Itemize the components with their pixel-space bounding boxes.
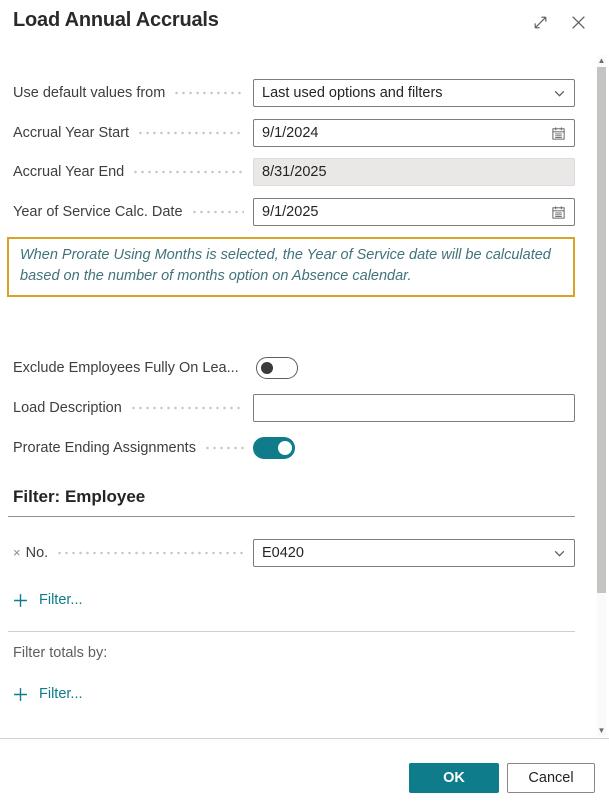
service-calc-date-label: Year of Service Calc. Date [13,204,183,220]
remove-filter-icon[interactable]: × [13,545,21,560]
exclude-employees-toggle[interactable] [256,357,298,379]
accrual-year-start-row [13,119,575,147]
plus-icon [13,687,28,702]
use-default-values-label: Use default values from [13,85,166,101]
add-totals-filter-link[interactable] [13,685,83,703]
dot-leader [137,119,244,147]
employee-no-label [13,545,48,561]
chevron-down-icon[interactable] [553,547,566,560]
accrual-year-start-input[interactable] [253,119,575,147]
vertical-scrollbar[interactable] [597,55,606,737]
page-title: Load Annual Accruals [13,9,219,31]
chevron-down-icon[interactable] [553,87,566,100]
add-employee-filter-link[interactable] [13,591,83,609]
service-calc-date-input[interactable] [253,198,575,226]
dot-leader [132,158,244,186]
employee-no-label-text: No. [25,545,49,561]
cancel-button[interactable]: Cancel [507,763,595,793]
load-description-label: Load Description [13,400,122,416]
dot-leader [204,436,244,460]
use-default-values-value: Last used options and filters [262,85,443,101]
ok-button[interactable]: OK [409,763,499,793]
plus-icon [13,593,28,608]
scroll-up-icon[interactable]: ▲ [597,56,606,65]
exclude-employees-row [13,356,575,380]
filter-totals-label: Filter totals by: [13,645,108,661]
dialog-header [0,0,609,47]
use-default-values-row [13,79,575,107]
add-totals-filter-label: Filter... [39,686,83,702]
scrollbar-thumb[interactable] [597,67,606,593]
dot-leader [130,394,244,422]
calendar-icon[interactable] [551,205,566,220]
toggle-knob [278,441,292,455]
expand-icon[interactable] [532,14,549,31]
toggle-knob [261,362,273,374]
dot-leader [56,539,244,567]
dot-leader [191,198,244,226]
filter-employee-heading: Filter: Employee [8,487,575,517]
calendar-icon[interactable] [551,126,566,141]
accrual-year-start-label: Accrual Year Start [13,125,130,141]
dialog-body [0,79,609,703]
prorate-assignments-toggle[interactable] [253,437,295,459]
accrual-year-end-label: Accrual Year End [13,164,125,180]
load-description-input[interactable] [253,394,575,422]
prorate-assignments-label: Prorate Ending Assignments [13,440,196,456]
dot-leader [173,79,244,107]
dialog-footer [0,738,609,805]
exclude-employees-label: Exclude Employees Fully On Lea... [13,360,239,376]
accrual-year-start-value: 9/1/2024 [262,125,319,141]
employee-no-row [13,539,575,567]
use-default-values-dropdown[interactable] [253,79,575,107]
employee-no-combobox[interactable] [253,539,575,567]
add-employee-filter-label: Filter... [39,592,83,608]
service-calc-date-value: 9/1/2025 [262,204,319,220]
accrual-year-end-value: 8/31/2025 [262,164,327,180]
accrual-year-end-field [253,158,575,186]
close-icon[interactable] [570,14,587,31]
service-calc-date-row [13,198,575,226]
section-divider [8,631,575,632]
accrual-year-end-row [13,158,575,186]
load-description-row [13,394,575,422]
prorate-assignments-row [13,436,575,460]
employee-no-value: E0420 [262,545,304,561]
notification-message: When Prorate Using Months is selected, the Year of Service date will be calculated based on the number of months option on Absence calendar. [7,237,575,297]
scroll-down-icon[interactable]: ▼ [597,726,606,735]
